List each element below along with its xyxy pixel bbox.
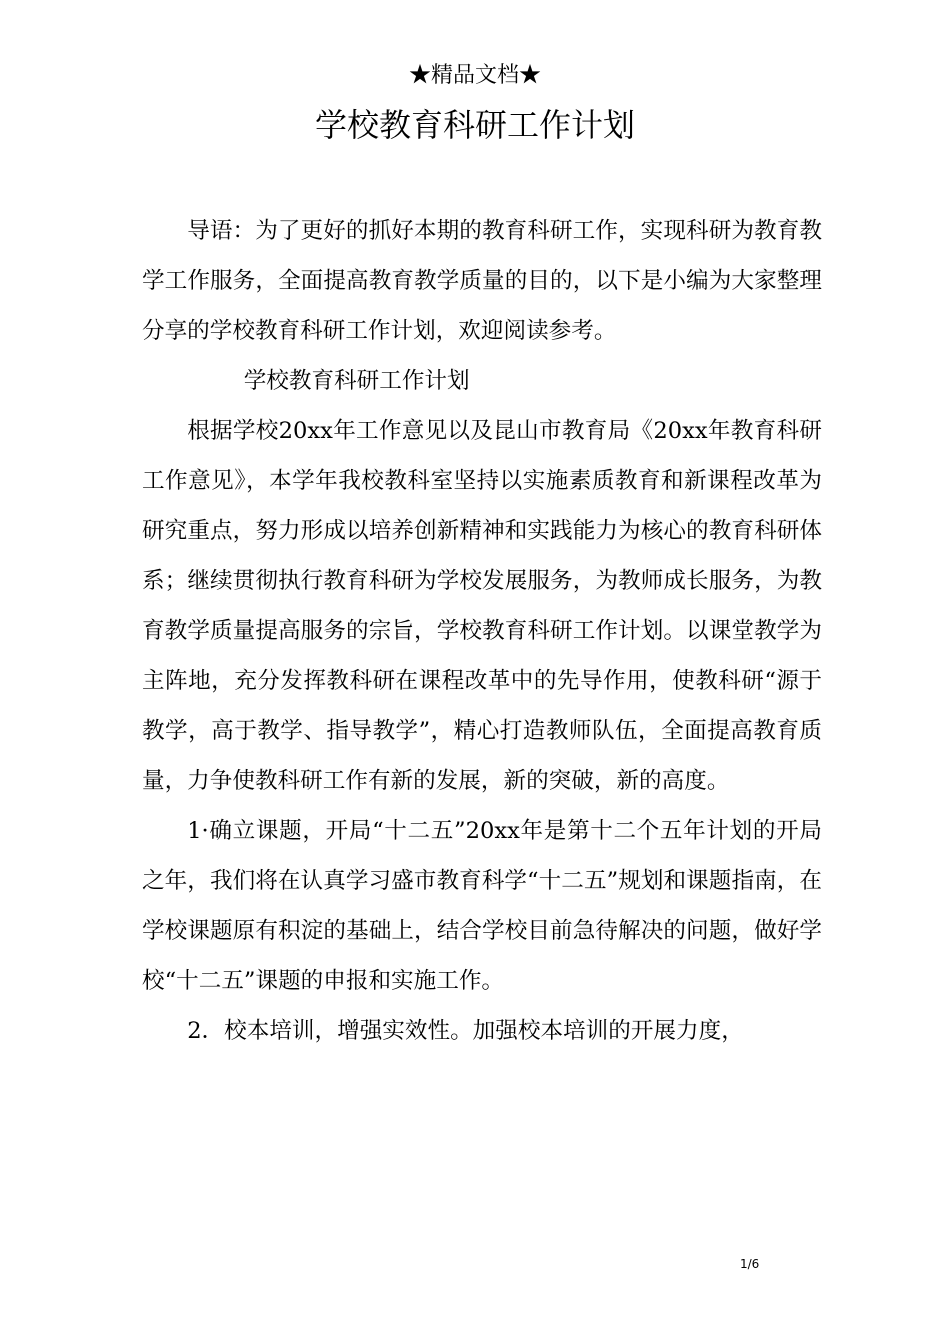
page-number: 1/6 — [740, 1257, 760, 1271]
section-subtitle: 学校教育科研工作计划 — [243, 368, 470, 394]
document-header-label: ★精品文档★ — [408, 63, 541, 88]
document-title: 学校教育科研工作计划 — [314, 106, 635, 144]
document-body — [142, 206, 822, 1056]
body-paragraph: 根据学校20xx年工作意见以及昆山市教育局《20xx年教育科研工作意见》，本学年我校教科室坚持以实施素质教育和新课程改革为研究重点，努力形成以培养创新精神和实践能力为核心的教育科研体系；继续贯彻执行教育科研为学校发展服务，为教师成长服务，为教育教学质量提高服务的宗旨，学校教育科研工作计划。以课堂教学为主阵地，充分发挥教科研在课程改革中的先导作用，使教科研“源于教学，高于教学、指导教学”，精心打造教师队伍，全面提高教育质量，力争使教科研工作有新的发展，新的突破，新的高度。 — [142, 418, 822, 794]
intro-paragraph: 导语：为了更好的抓好本期的教育科研工作，实现科研为教育教学工作服务，全面提高教育教学质量的目的，以下是小编为大家整理分享的学校教育科研工作计划，欢迎阅读参考。 — [142, 218, 822, 344]
body-paragraph: 2．校本培训，增强实效性。加强校本培训的开展力度， — [187, 1018, 744, 1044]
body-paragraph: 1·确立课题，开局“十二五”20xx年是第十二个五年计划的开局之年，我们将在认真学习盛市教育科学“十二五”规划和课题指南，在学校课题原有积淀的基础上，结合学校目前急待解决的问题，做好学校“十二五”课题的申报和实施工作。 — [142, 818, 822, 994]
